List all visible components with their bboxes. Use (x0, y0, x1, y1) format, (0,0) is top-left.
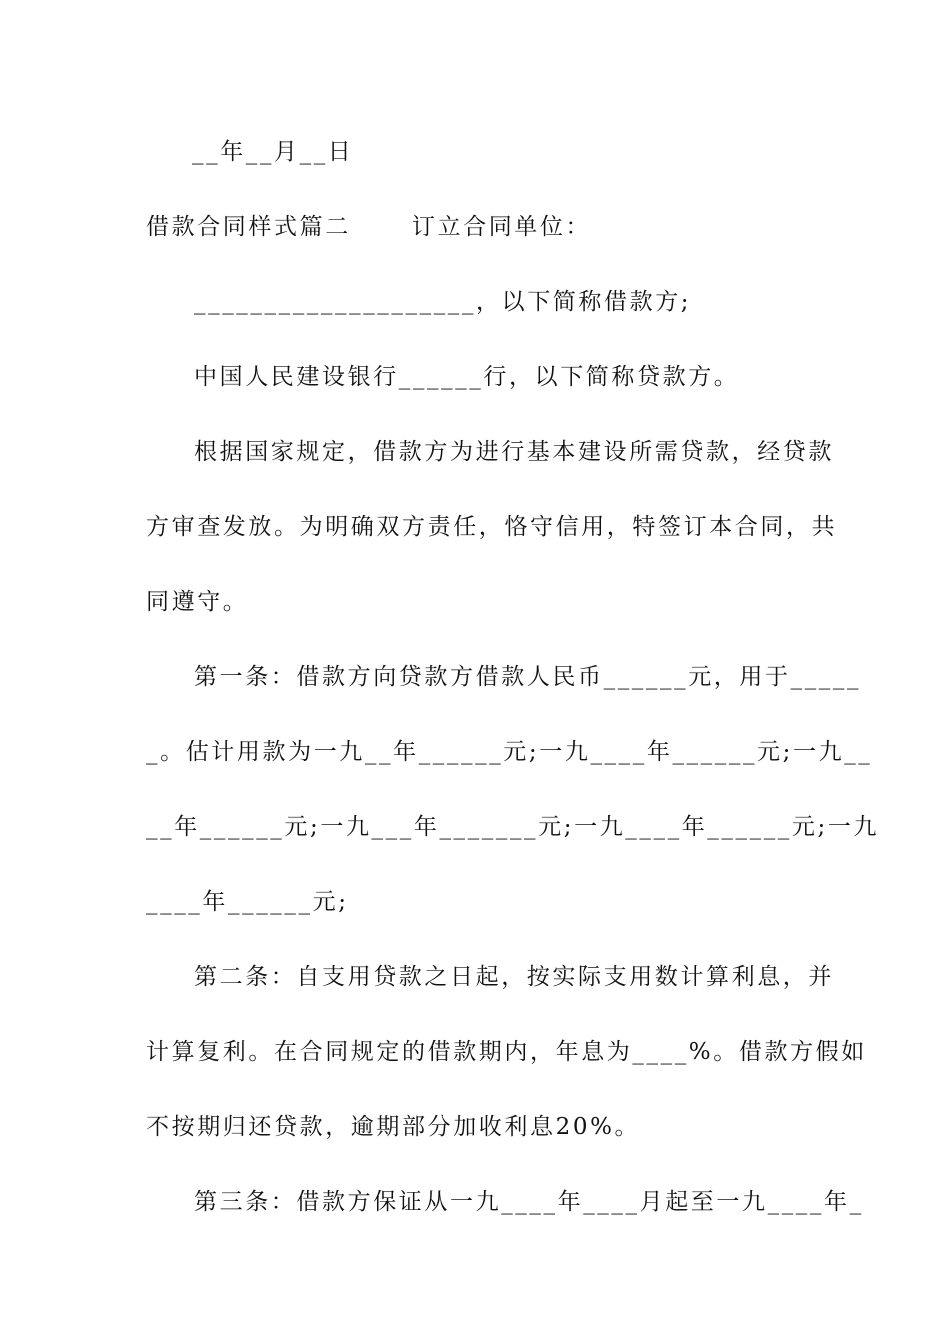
article1-line-1: 第一条：借款方向贷款方借款人民币______元，用于_____ (194, 664, 862, 690)
preamble-line-3: 同遵守。 (146, 589, 249, 615)
article1-line-4: ____年______元; (146, 889, 349, 915)
article3-line-1: 第三条：借款方保证从一九____年____月起至一九____年_ (194, 1189, 864, 1215)
lender-line: 中国人民建设银行______行，以下简称贷款方。 (194, 364, 740, 390)
article1-line-3: __年______元;一九___年_______元;一九____年______元;一九 (146, 814, 880, 840)
date-line: __年__月__日 (192, 139, 354, 165)
article2-line-3: 不按期归还贷款，逾期部分加收利息20%。 (146, 1114, 641, 1140)
borrower-line: ____________________，以下简称借款方; (194, 289, 692, 315)
article2-line-2: 计算复利。在合同规定的借款期内，年息为____%。借款方假如 (146, 1039, 867, 1065)
preamble-line-2: 方审查发放。为明确双方责任，恪守信用，特签订本合同，共 (146, 514, 838, 540)
article1-line-2: _。估计用款为一九__年______元;一九____年______元;一九__ (146, 739, 873, 765)
preamble-line-1: 根据国家规定，借款方为进行基本建设所需贷款，经贷款 (194, 439, 834, 465)
article2-line-1: 第二条：自支用贷款之日起，按实际支用数计算利息，并 (194, 964, 834, 990)
contract-title-line: 借款合同样式篇二 订立合同单位： (146, 214, 592, 240)
